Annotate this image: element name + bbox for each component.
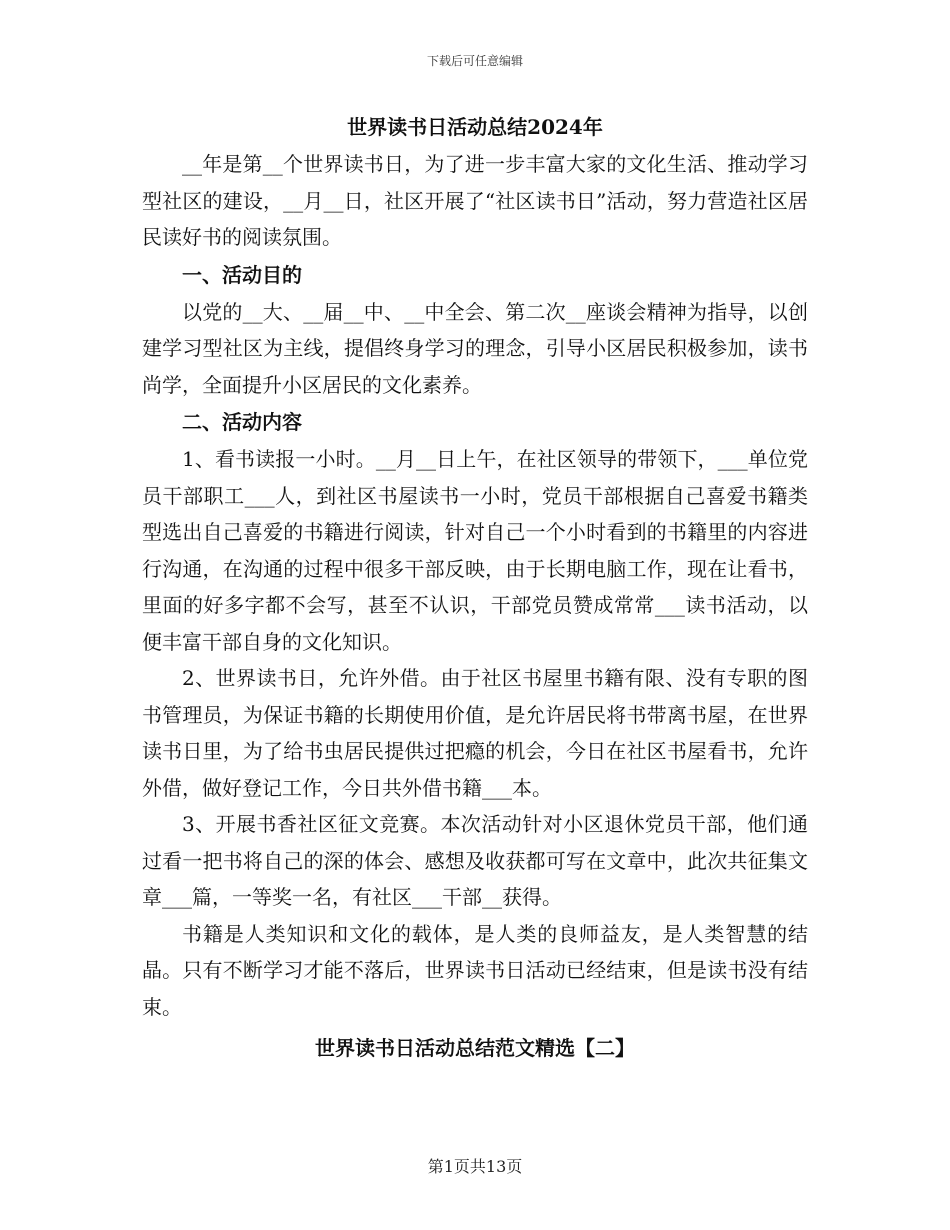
closing-paragraph: 书籍是人类知识和文化的载体，是人类的良师益友，是人类智慧的结晶。只有不断学习才能不落后，世界读书日活动已经结束，但是读书没有结束。	[142, 921, 808, 1019]
intro-paragraph: __年是第__个世界读书日，为了进一步丰富大家的文化生活、推动学习型社区的建设，__月__日，社区开展了“社区读书日”活动，努力营造社区居民读好书的阅读氛围。	[142, 152, 808, 249]
section2-heading: 二、活动内容	[182, 410, 302, 434]
header-note: 下载后可任意编辑	[426, 54, 523, 68]
document-body	[142, 108, 808, 1067]
page-footer: 第1页共13页	[427, 1157, 523, 1176]
section2-item2: 2、世界读书日，允许外借。由于社区书屋里书籍有限、没有专职的图书管理员，为保证书籍的长期使用价值，是允许居民将书带离书屋，在世界读书日里，为了给书虫居民提供过把瘾的机会，今日在社区书屋看书，允许外借，做好登记工作，今日共外借书籍___本。	[142, 666, 808, 800]
section1-heading: 一、活动目的	[182, 262, 302, 287]
section2-item3: 3、开展书香社区征文竞赛。本次活动针对小区退休党员干部，他们通过看一把书将自己的深的体会、感想及收获都可写在文章中，此次共征集文章___篇，一等奖一名，有社区___干部__获得。	[142, 812, 808, 909]
section2-item1: 1、看书读报一小时。__月__日上午，在社区领导的带领下，___单位党员干部职工___人，到社区书屋读书一小时，党员干部根据自己喜爱书籍类型选出自己喜爱的书籍进行阅读，针对自己一个小时看到的书籍里的内容进行沟通，在沟通的过程中很多干部反映，由于长期电脑工作，现在让看书，里面的好多字都不会写，甚至不认识，干部党员赞成常常___读书活动，以便丰富干部自身的文化知识。	[142, 447, 808, 654]
document-title: 世界读书日活动总结2024年	[347, 115, 603, 139]
section1-paragraph: 以党的__大、__届__中、__中全会、第二次__座谈会精神为指导，以创建学习型社区为主线，提倡终身学习的理念，引导小区居民积极参加，读书尚学，全面提升小区居民的文化素养。	[142, 299, 808, 397]
next-article-title: 世界读书日活动总结范文精选【二】	[315, 1036, 635, 1060]
